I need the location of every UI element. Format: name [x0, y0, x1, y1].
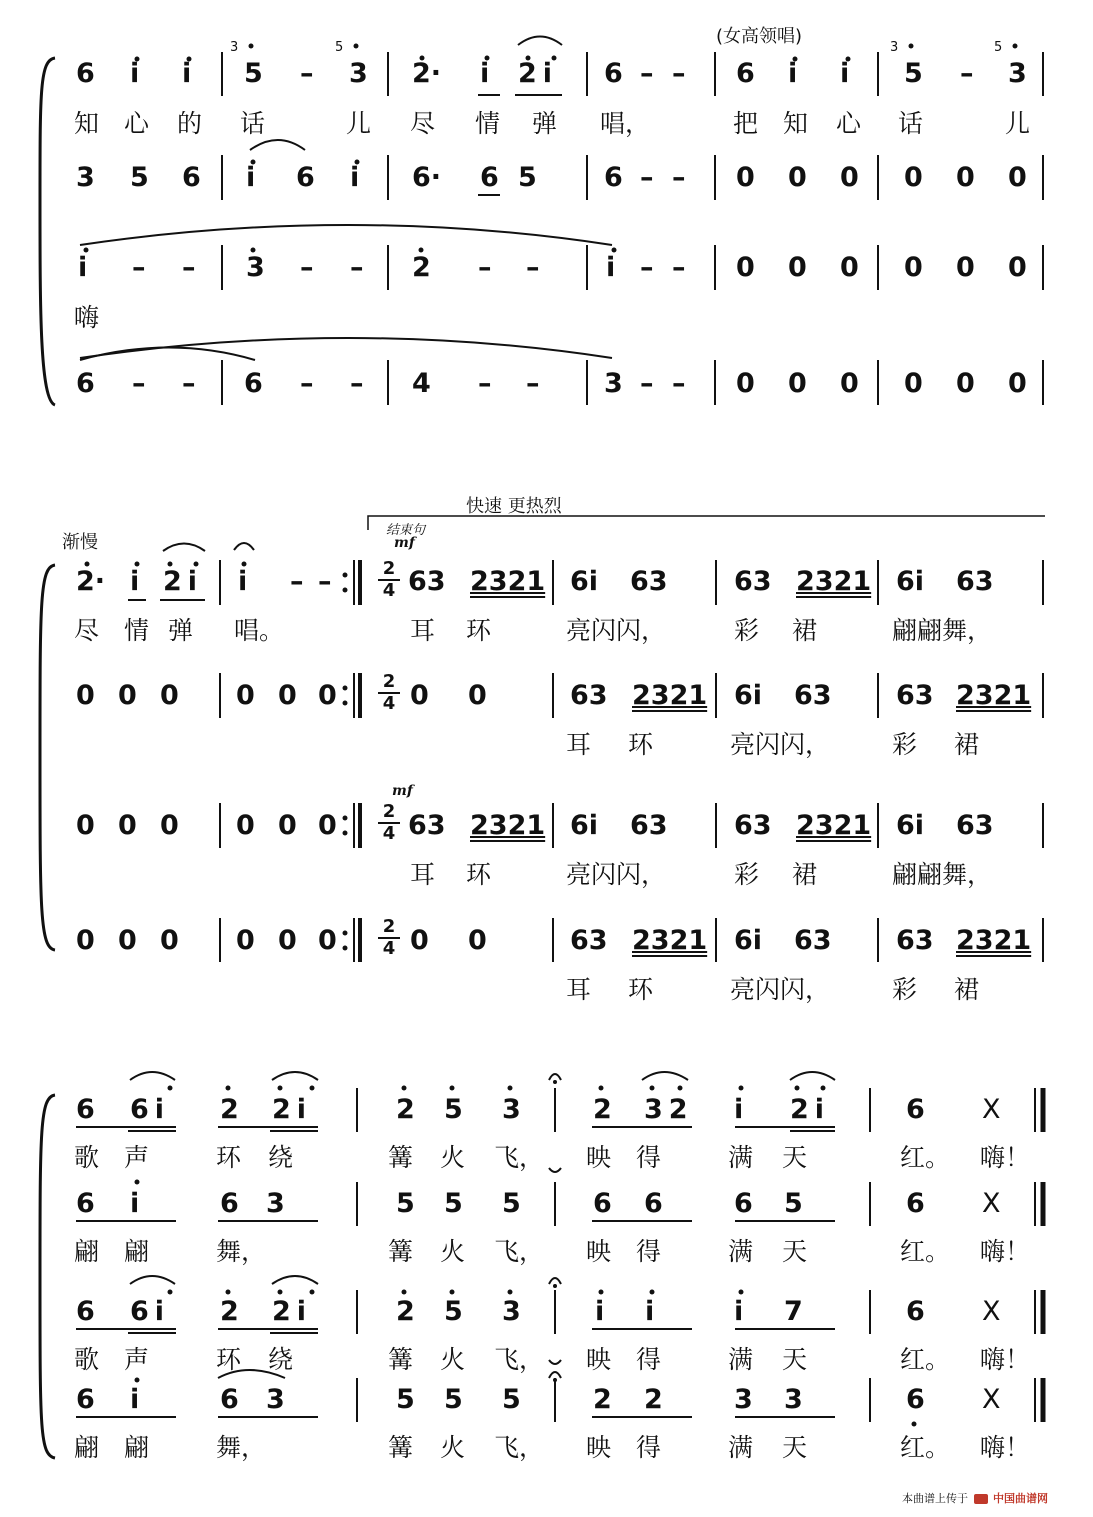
note: i̇	[130, 566, 140, 597]
note: 2	[396, 1296, 415, 1327]
note: 3	[76, 162, 95, 193]
lyric: 知	[783, 109, 809, 138]
note: 2i̇	[272, 1296, 313, 1327]
note: 6	[734, 1188, 753, 1219]
footer	[902, 1490, 1048, 1506]
note: 2321	[956, 680, 1032, 711]
note: 0	[1008, 162, 1027, 193]
note: 63	[570, 680, 608, 711]
note: –	[672, 162, 686, 193]
note: 5	[444, 1188, 463, 1219]
note: 5	[784, 1188, 803, 1219]
lyric: 飞，	[494, 1237, 545, 1266]
footer-text: 本曲谱上传于	[902, 1492, 968, 1505]
note: 0	[904, 368, 923, 399]
tempo-marking-fast: 快速 更热烈	[466, 496, 562, 517]
note: 63	[896, 680, 934, 711]
note: 6i̇	[130, 1296, 171, 1327]
note: 6	[593, 1188, 612, 1219]
note: 2·	[76, 566, 106, 597]
lyric: 环	[466, 860, 492, 889]
note: 0	[318, 925, 337, 956]
note: 0	[410, 680, 429, 711]
lyric: 弹	[532, 109, 558, 138]
note: 6	[244, 368, 263, 399]
lyric: 满	[728, 1433, 754, 1462]
lyric: 红。	[900, 1433, 951, 1462]
note: 2321	[796, 810, 872, 841]
note: 0	[904, 252, 923, 283]
note: 6	[604, 162, 623, 193]
lyric: 心	[836, 109, 862, 138]
note: 5	[396, 1384, 415, 1415]
note: –	[350, 252, 364, 283]
note: 63	[794, 925, 832, 956]
lyric: 嗨！	[980, 1143, 1031, 1172]
note: 5	[444, 1094, 463, 1125]
lyric: 尽	[74, 616, 100, 645]
lyric: 翩翩舞，	[892, 616, 993, 645]
lyric: 绕	[268, 1143, 294, 1172]
lyric: 篝	[388, 1237, 414, 1266]
lyric: 声	[124, 1143, 150, 1172]
note: 6i̇	[896, 810, 925, 841]
lyric: 嗨！	[980, 1237, 1031, 1266]
lyric: 耳	[566, 730, 592, 759]
note: 2321	[956, 925, 1032, 956]
lyric: 映	[586, 1143, 612, 1172]
note: i̇	[734, 1296, 744, 1327]
note: –	[318, 566, 332, 597]
note: 0	[278, 680, 297, 711]
lyric: 唱，	[600, 109, 651, 138]
note: 63	[734, 566, 772, 597]
lyric: 弹	[168, 616, 194, 645]
note: 2·	[412, 58, 442, 89]
note: 6i̇	[570, 566, 599, 597]
lyric: 儿	[1005, 109, 1031, 138]
note: 6	[906, 1296, 925, 1327]
note: 0	[278, 810, 297, 841]
note: i̇	[645, 1296, 655, 1327]
note: 0	[236, 810, 255, 841]
lyric: 翩翩舞，	[892, 860, 993, 889]
dynamic-mf: mf	[392, 783, 413, 799]
note: 3	[784, 1384, 803, 1415]
lyric: 篝	[388, 1433, 414, 1462]
note: i̇	[78, 252, 88, 283]
lyric: 的	[177, 109, 203, 138]
note: 0	[736, 252, 755, 283]
lyric: 尽	[410, 109, 436, 138]
lyric: 知	[74, 109, 100, 138]
lyric: 飞，	[494, 1345, 545, 1374]
note: 2	[593, 1384, 612, 1415]
note: 2	[220, 1094, 239, 1125]
note: 63	[794, 680, 832, 711]
note: –	[300, 368, 314, 399]
note: i̇	[606, 252, 616, 283]
grace-note: 3	[230, 40, 239, 55]
lyric: 环	[628, 730, 654, 759]
note: –	[640, 162, 654, 193]
lyric: 裙	[792, 860, 818, 889]
note: –	[526, 368, 540, 399]
note: –	[526, 252, 540, 283]
note: 2	[220, 1296, 239, 1327]
note: 63	[734, 810, 772, 841]
lyric: 得	[636, 1143, 662, 1172]
note: –	[132, 368, 146, 399]
note: 0	[788, 252, 807, 283]
lyric: 彩	[734, 860, 760, 889]
lyric: 裙	[954, 730, 980, 759]
note: 2	[644, 1384, 663, 1415]
grace-note: 5	[335, 40, 344, 55]
annotation-lead: (女高领唱)	[716, 26, 803, 47]
footer-site[interactable]: 中国曲谱网	[993, 1492, 1048, 1505]
note: 6	[906, 1384, 925, 1415]
lyric: 满	[728, 1345, 754, 1374]
note: 0	[840, 368, 859, 399]
note: 6	[220, 1188, 239, 1219]
note: 63	[570, 925, 608, 956]
lyric: 天	[782, 1345, 808, 1374]
lyric: 红。	[900, 1237, 951, 1266]
lyric: 舞，	[216, 1433, 267, 1462]
lyric: 天	[782, 1237, 808, 1266]
note: 6i̇	[130, 1094, 171, 1125]
note: –	[640, 58, 654, 89]
note: 5	[502, 1384, 521, 1415]
lyric: 篝	[388, 1143, 414, 1172]
note: 0	[118, 810, 137, 841]
note: 0	[118, 925, 137, 956]
note: 0	[840, 162, 859, 193]
note: i̇	[246, 162, 256, 193]
lyric: 情	[124, 616, 150, 645]
note: 63	[630, 566, 668, 597]
note: 3	[266, 1384, 285, 1415]
lyric: 绕	[268, 1345, 294, 1374]
note: 6i̇	[570, 810, 599, 841]
lyric: 映	[586, 1237, 612, 1266]
lyric: 映	[586, 1433, 612, 1462]
note: X	[982, 1094, 1001, 1125]
time-signature: 2 4	[378, 673, 400, 713]
lyric: 环	[216, 1143, 242, 1172]
note: 3	[246, 252, 265, 283]
lyric: 彩	[892, 730, 918, 759]
note: 0	[736, 368, 755, 399]
note: –	[960, 58, 974, 89]
note: 5	[244, 58, 263, 89]
lyric: 裙	[954, 975, 980, 1004]
note: –	[672, 252, 686, 283]
lyric: 环	[216, 1345, 242, 1374]
note: 6i̇	[734, 680, 763, 711]
note: 5	[396, 1188, 415, 1219]
note: i̇	[788, 58, 798, 89]
note: 0	[160, 810, 179, 841]
note: 7	[784, 1296, 803, 1327]
note: 2i̇	[163, 566, 204, 597]
note: i̇	[130, 58, 140, 89]
note: 0	[76, 925, 95, 956]
lyric: 火	[440, 1345, 466, 1374]
note: 6	[604, 58, 623, 89]
note: 63	[956, 566, 994, 597]
note: X	[982, 1296, 1001, 1327]
note: 6	[736, 58, 755, 89]
lyric: 翩	[124, 1433, 150, 1462]
note: 6	[76, 1188, 95, 1219]
note: 6	[906, 1188, 925, 1219]
lyric: 嗨！	[980, 1433, 1031, 1462]
lyric: 歌	[74, 1345, 100, 1374]
note: 0	[468, 925, 487, 956]
note: 0	[468, 680, 487, 711]
note: 0	[410, 925, 429, 956]
note: –	[182, 368, 196, 399]
note: 6	[76, 58, 95, 89]
lyric: 翩	[74, 1237, 100, 1266]
note: 6	[906, 1094, 925, 1125]
note: 5	[444, 1384, 463, 1415]
note: i̇	[595, 1296, 605, 1327]
note: 63	[630, 810, 668, 841]
note: 2i̇	[272, 1094, 313, 1125]
note: 63	[408, 810, 446, 841]
note: 2321	[470, 810, 546, 841]
lyric: 天	[782, 1143, 808, 1172]
note: i̇	[350, 162, 360, 193]
note: X	[982, 1188, 1001, 1219]
note: –	[640, 368, 654, 399]
note: 6	[644, 1188, 663, 1219]
lyric: 亮闪闪，	[566, 860, 667, 889]
note: 0	[840, 252, 859, 283]
note: –	[478, 252, 492, 283]
note: 3	[734, 1384, 753, 1415]
note: 0	[788, 368, 807, 399]
lyric: 把	[733, 109, 759, 138]
lyric: 彩	[892, 975, 918, 1004]
lyric: 得	[636, 1237, 662, 1266]
lyric: 情	[475, 109, 501, 138]
note: 0	[160, 680, 179, 711]
note: 0	[278, 925, 297, 956]
lyric: 心	[124, 109, 150, 138]
note: 0	[76, 810, 95, 841]
note: 6	[76, 1094, 95, 1125]
lyric: 耳	[566, 975, 592, 1004]
note: X	[982, 1384, 1001, 1415]
note: i̇	[130, 1188, 140, 1219]
note: 3	[1008, 58, 1027, 89]
note: 0	[736, 162, 755, 193]
note: 0	[318, 810, 337, 841]
note: 6i̇	[734, 925, 763, 956]
note: –	[640, 252, 654, 283]
note: 4	[412, 368, 431, 399]
note: 0	[956, 368, 975, 399]
note: 6·	[412, 162, 442, 193]
lyric: 亮闪闪，	[730, 975, 831, 1004]
lyric: 唱。	[234, 616, 285, 645]
note: 5	[904, 58, 923, 89]
note: 2321	[632, 925, 708, 956]
note: 2	[412, 252, 431, 283]
note: 6	[296, 162, 315, 193]
note: 3	[349, 58, 368, 89]
note: 2	[593, 1094, 612, 1125]
lyric: 映	[586, 1345, 612, 1374]
note: 5	[444, 1296, 463, 1327]
note: 2321	[796, 566, 872, 597]
lyric: 话	[898, 109, 924, 138]
lyric: 红。	[900, 1143, 951, 1172]
note: 0	[956, 252, 975, 283]
note: 0	[318, 680, 337, 711]
time-signature: 2 4	[378, 918, 400, 958]
tempo-marking-slow: 渐慢	[62, 532, 98, 553]
note: 0	[236, 680, 255, 711]
grace-note: 3	[890, 40, 899, 55]
lyric: 声	[124, 1345, 150, 1374]
note: 3	[502, 1094, 521, 1125]
grace-note: 5	[994, 40, 1003, 55]
time-signature: 2 4	[378, 803, 400, 843]
lyric: 耳	[410, 616, 436, 645]
note: i̇	[238, 566, 248, 597]
note: 6	[76, 1296, 95, 1327]
note: 6	[220, 1384, 239, 1415]
lyric: 火	[440, 1143, 466, 1172]
lyric: 满	[728, 1143, 754, 1172]
lyric: 嗨	[74, 303, 100, 332]
note: 6	[76, 368, 95, 399]
lyric: 翩	[74, 1433, 100, 1462]
note: 6	[76, 1384, 95, 1415]
time-signature: 2 4	[378, 560, 400, 600]
note: 63	[408, 566, 446, 597]
lyric: 翩	[124, 1237, 150, 1266]
dynamic-mf: mf	[394, 535, 415, 551]
note: 3	[502, 1296, 521, 1327]
note: 6i̇	[896, 566, 925, 597]
lyric: 亮闪闪，	[566, 616, 667, 645]
note: –	[350, 368, 364, 399]
lyric: 飞，	[494, 1143, 545, 1172]
note: i̇	[130, 1384, 140, 1415]
lyric: 红。	[900, 1345, 951, 1374]
note: 2	[396, 1094, 415, 1125]
note: 3	[604, 368, 623, 399]
note: 5	[518, 162, 537, 193]
note: –	[132, 252, 146, 283]
note: 0	[118, 680, 137, 711]
lyric: 飞，	[494, 1433, 545, 1462]
lyric: 彩	[734, 616, 760, 645]
lyric: 环	[628, 975, 654, 1004]
note: 6	[182, 162, 201, 193]
lyric: 话	[240, 109, 266, 138]
lyric: 得	[636, 1345, 662, 1374]
note: 63	[896, 925, 934, 956]
note: 2i̇	[518, 58, 559, 89]
coda-label: 结束句	[386, 523, 426, 538]
note: 2321	[470, 566, 546, 597]
note: 0	[76, 680, 95, 711]
note: 0	[1008, 252, 1027, 283]
lyric: 篝	[388, 1345, 414, 1374]
note: 0	[904, 162, 923, 193]
lyric: 耳	[410, 860, 436, 889]
note: 0	[1008, 368, 1027, 399]
lyric: 满	[728, 1237, 754, 1266]
note: 3	[266, 1188, 285, 1219]
site-logo-icon	[974, 1494, 988, 1504]
lyric: 亮闪闪，	[730, 730, 831, 759]
lyric: 天	[782, 1433, 808, 1462]
note: 0	[160, 925, 179, 956]
lyric: 歌	[74, 1143, 100, 1172]
lyric: 舞，	[216, 1237, 267, 1266]
lyric: 嗨！	[980, 1345, 1031, 1374]
lyric: 裙	[792, 616, 818, 645]
note: 0	[788, 162, 807, 193]
note: 5	[502, 1188, 521, 1219]
lyric: 火	[440, 1237, 466, 1266]
note: 0	[236, 925, 255, 956]
note: –	[182, 252, 196, 283]
note: 2i̇	[790, 1094, 831, 1125]
note: 63	[956, 810, 994, 841]
lyric: 环	[466, 616, 492, 645]
note: –	[672, 58, 686, 89]
lyric: 儿	[346, 109, 372, 138]
note: 2321	[632, 680, 708, 711]
note: 0	[956, 162, 975, 193]
lyric: 火	[440, 1433, 466, 1462]
note: 32	[644, 1094, 694, 1125]
note: –	[672, 368, 686, 399]
note: –	[300, 252, 314, 283]
note: 6	[480, 162, 499, 193]
note: i̇	[182, 58, 192, 89]
note: –	[478, 368, 492, 399]
note: i̇	[734, 1094, 744, 1125]
note: i̇	[480, 58, 490, 89]
note: –	[300, 58, 314, 89]
note: i̇	[840, 58, 850, 89]
note: 5	[130, 162, 149, 193]
lyric: 得	[636, 1433, 662, 1462]
note: –	[290, 566, 304, 597]
